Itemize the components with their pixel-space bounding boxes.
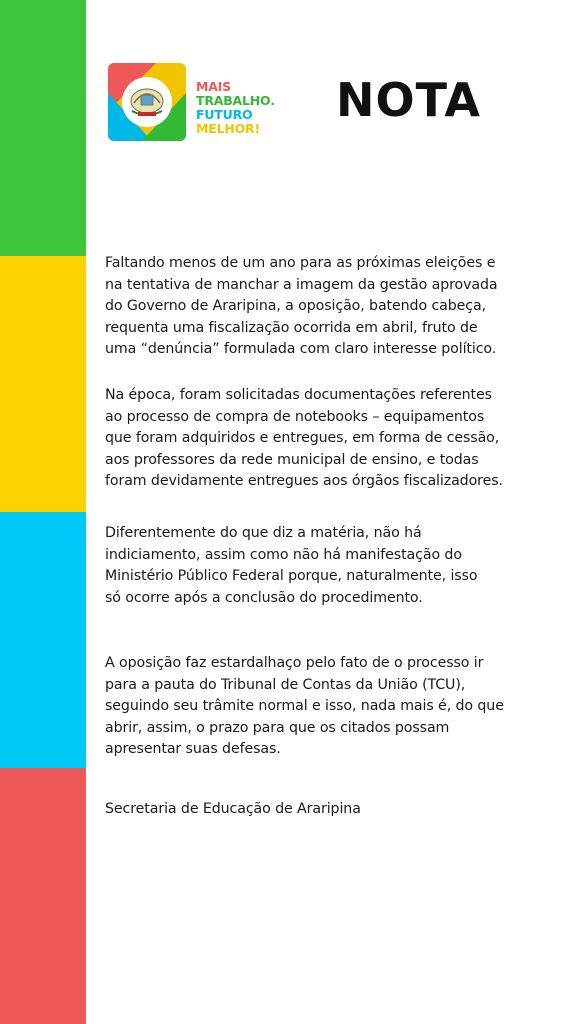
paragraph-line: abrir, assim, o prazo para que os citados possam bbox=[105, 719, 450, 736]
paragraph-line: seguindo seu trâmite normal e isso, nada mais é, do que bbox=[105, 698, 504, 714]
signature: Secretaria de Educação de Araripina bbox=[105, 801, 361, 817]
paragraph-line: apresentar suas defesas. bbox=[105, 741, 281, 757]
slogan bbox=[196, 80, 275, 136]
stripe-green bbox=[0, 0, 86, 256]
paragraph-line: Na época, foram solicitadas documentações referentes bbox=[105, 387, 492, 403]
paragraph-line: só ocorre após a conclusão do procedimento. bbox=[105, 589, 423, 606]
paragraph-line: A oposição faz estardalhaço pelo fato de o processo ir bbox=[105, 655, 484, 671]
paragraph-line: ao processo de compra de notebooks – equipamentos bbox=[105, 408, 485, 425]
paragraph-line: do Governo de Araripina, a oposição, batendo cabeça, bbox=[105, 298, 486, 314]
paragraph-2 bbox=[105, 385, 570, 493]
paragraph-line: Ministério Público Federal porque, naturalmente, isso bbox=[105, 568, 478, 584]
slogan-line-3: FUTURO bbox=[196, 107, 253, 122]
paragraph-line: para a pauta do Tribunal de Contas da União (TCU), bbox=[105, 676, 466, 693]
stripe-red bbox=[0, 768, 86, 1024]
paragraph-line: aos professores da rede municipal de ensino, e todas bbox=[105, 451, 479, 468]
stripe-blue bbox=[0, 512, 86, 768]
stripe-yellow bbox=[0, 256, 86, 512]
slogan-line-2: TRABALHO. bbox=[196, 93, 275, 108]
paragraph-4 bbox=[105, 653, 570, 761]
paragraph-line: uma “denúncia” formulada com claro interesse político. bbox=[105, 341, 497, 357]
paragraph-line: que foram adquiridos e entregues, em forma de cessão, bbox=[105, 430, 500, 446]
paragraph-line: foram devidamente entregues aos órgãos fiscalizadores. bbox=[105, 473, 503, 489]
paragraph-line: na tentativa de manchar a imagem da gestão aprovada bbox=[105, 276, 498, 293]
araripina-coat-of-arms-icon bbox=[108, 63, 186, 141]
paragraph-line: Diferentemente do que diz a matéria, não há bbox=[105, 525, 422, 541]
paragraph-3 bbox=[105, 523, 570, 609]
paragraph-line: Faltando menos de um ano para as próximas eleições e bbox=[105, 255, 496, 271]
slogan-line-4: MELHOR! bbox=[196, 121, 260, 136]
page-title: NOTA bbox=[336, 73, 482, 127]
paragraph-1 bbox=[105, 253, 570, 361]
paragraph-line: requenta uma fiscalização ocorrida em abril, fruto de bbox=[105, 319, 478, 336]
paragraph-line: indiciamento, assim como não há manifestação do bbox=[105, 546, 462, 563]
slogan-line-1: MAIS bbox=[196, 79, 231, 94]
